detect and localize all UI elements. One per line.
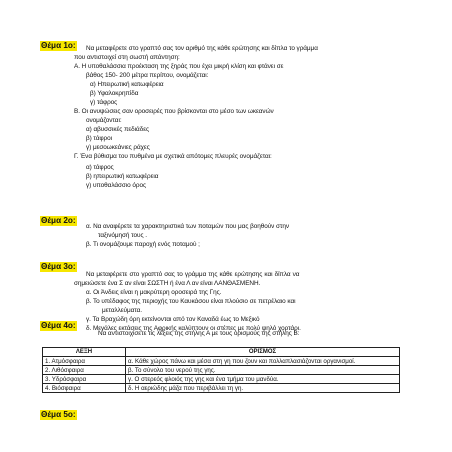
definition-cell: δ. Η αεριώδης μάζα που περιβάλλει τη γη. [126,384,400,393]
table-row [43,384,400,393]
option: γ) τάφρος [90,99,118,106]
question-b: ονομάζονται: [86,117,122,124]
question-b: Β. Οι ανυψώσεις σαν οροσειρές που βρίσκονται στο μέσο των ωκεανών [74,108,274,115]
question-a: βάθος 150- 200 μέτρα περίπου, ονομάζεται: [86,72,209,79]
question-c: Γ. Ένα βύθισμα του πυθμένα με σχετικά απότομες πλευρές ονομάζεται: [74,153,272,160]
option: β) Υφαλοκρηπίδα [90,90,139,97]
section3-intro: Να μεταφέρετε στο γραπτό σας το γράμμα της κάθε ερώτησης και δίπλα να [86,271,300,278]
option: α) Ηπειρωτική κατωφέρεια [90,81,164,88]
option: α) τάφρος [86,164,114,171]
section1-intro: Να μεταφέρετε στο γραπτό σας τον αριθμό της κάθε ερώτησης και δίπλα το γράμμα [86,45,318,52]
option: γ) μεσοωκεάνιες ράχες [86,144,150,151]
statement-c: γ. Τα Βραχώδη όρη εκτείνονται από τον Καναδά έως το Μεξικό [86,316,260,323]
definition-cell: α. Κάθε χώρος πάνω και μέσα στη γη που ζουν και πολλαπλασιάζονται οργανισμοί. [126,357,400,366]
section3-intro: σημειώσετε ένα Σ αν είναι ΣΩΣΤΗ ή ένα Λ αν είναι ΛΑΝΘΑΣΜΕΝΗ. [74,280,261,287]
word-cell: 2. Λιθόσφαιρα [43,366,126,375]
section1-intro: που αντιστοιχεί στη σωστή απάντηση: [74,54,180,61]
table-row [43,357,400,366]
question-b: β. Τι ονομάζουμε παροχή ενός ποταμού ; [86,241,200,248]
statement-b: μεταλλεύματα. [102,307,143,314]
table-row [43,375,400,384]
question-a: Α. Η υποθαλάσσια προέκταση της ξηράς που έχει μικρή κλίση και φτάνει σε [74,63,284,70]
definition-cell: β. Το σύνολο του νερού της γης. [126,366,400,375]
table-row [43,366,400,375]
option: α) αβυσσικές πεδιάδες [86,126,150,133]
statement-d: δ. Μεγάλες εκτάσεις της Αφρικής καλύπτουν οι στέπες με πολύ ψηλό χορτάρι. [86,325,301,332]
section4-intro: Να αντιστοιχίσετε τις λέξεις της στήλης Α με τους ορισμούς της στήλης Β: [98,330,300,337]
word-cell: 4. Βιόσφαιρα [43,384,126,393]
statement-a: α. Οι Άνδεις είναι η μακρύτερη οροσειρά της Γης. [86,289,222,296]
section1-heading: Θέμα 1ο: [41,41,76,50]
question-a: ταξινόμησή τους . [98,232,147,239]
section2-heading: Θέμα 2ο: [41,216,76,225]
option: γ) υποθαλάσσιο όρος [86,182,147,189]
column-header-definition: ΟΡΙΣΜΟΣ [126,348,400,357]
word-cell: 3. Υδρόσφαιρα [43,375,126,384]
definition-cell: γ. Ο στερεός φλοιός της γης και ένα τμήμα του μανδύα. [126,375,400,384]
matching-table [42,347,400,393]
question-a: α. Να αναφέρετε τα χαρακτηριστικά των ποταμών που μας βοηθούν στην [86,223,290,230]
option: β) τάφροι [86,135,113,142]
statement-b: β. Το υπέδαφος της περιοχής του Καυκάσου είναι πλούσιο σε πετρέλαιο και [86,298,296,305]
option: β) ηπειρωτική κατωφέρεια [86,173,159,180]
section5-heading: Θέμα 5ο: [41,410,76,419]
column-header-word: ΛΕΞΗ [43,348,126,357]
table-header-row [43,348,400,357]
section3-heading: Θέμα 3ο: [41,262,76,271]
section4-heading: Θέμα 4ο: [41,321,76,330]
word-cell: 1. Ατμόσφαιρα [43,357,126,366]
